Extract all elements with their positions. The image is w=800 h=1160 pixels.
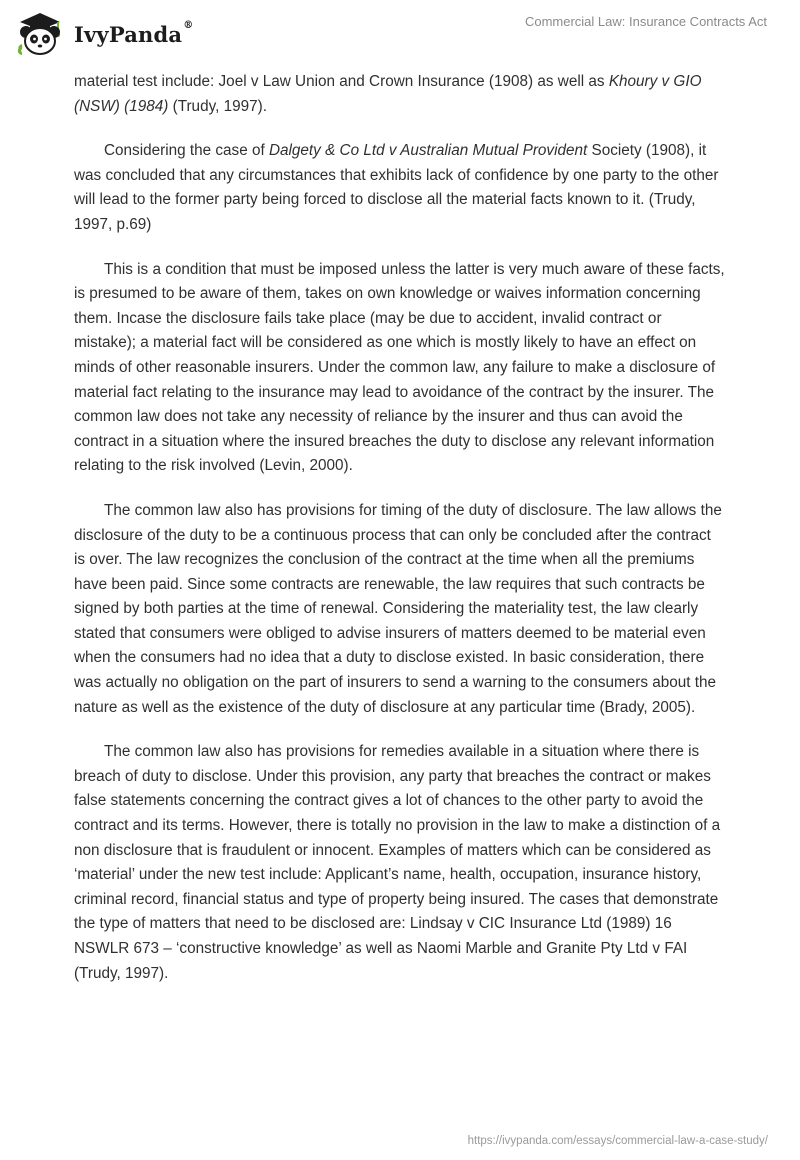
panda-graduate-icon xyxy=(14,8,66,60)
paragraph-4: The common law also has provisions for timing of the duty of disclosure. The law allows the disclosure of the duty to be a continuous process that can only be concluded after the contract is over. The law recognizes the conclusion of the contract at the time when all the premiums have been paid. Since some contracts are renewable, the law requires that such contracts be signed by both parties at the time of renewal. Considering the materiality test, the law clearly stated that consumers were obliged to advise insurers of matters deemed to be material even when the consumers had no idea that a duty to disclose existed. In basic consideration, there was actually no obligation on the part of insurers to send a warning to the consumers about the nature as well as the existence of the duty of disclosure at any particular time (Brady, 2005). xyxy=(74,501,722,716)
paragraph-1: material test include: Joel v Law Union and Crown Insurance (1908) as well as Khoury v GIO (NSW) (1984) (Trudy, 1997). xyxy=(74,73,702,115)
essay-body xyxy=(74,70,726,1006)
paragraph-3: This is a condition that must be imposed unless the latter is very much aware of these facts, is presumed to be aware of them, takes on own knowledge or waives information concerning them. Incase the disclosure fails take place (may be due to accident, invalid contract or mistake); a material fact will be considered as one which is mostly likely to have an effect on minds of other reasonable insurers. Under the common law, any failure to make a disclosure of material fact relating to the insurance may lead to avoidance of the contract by the insurer. The common law does not take any necessity of reliance by the insurer and thus can avoid the contract in a situation where the insured breaches the duty to disclose any relevant information relating to the risk involved (Levin, 2000). xyxy=(74,260,725,475)
source-url[interactable]: https://ivypanda.com/essays/commercial-law-a-case-study/ xyxy=(467,1135,768,1147)
page-header xyxy=(0,0,800,70)
ivypanda-logo[interactable] xyxy=(14,8,193,60)
paragraph-5: The common law also has provisions for remedies available in a situation where there is breach of duty to disclose. Under this provision, any party that breaches the contract or makes false statements concerning the contract gives a lot of chances to the other party to avoid the contract and its terms. However, there is totally no provision in the law to make a distinction of a non disclosure that is fraudulent or innocent. Examples of matters which can be considered as ‘material’ under the new test include: Applicant’s name, health, occupation, insurance history, criminal record, financial status and type of property being insured. The cases that demonstrate the type of matters that need to be disclosed are: Lindsay v CIC Insurance Ltd (1989) 16 NSWLR 673 – ‘constructive knowledge’ as well as Naomi Marble and Granite Pty Ltd v FAI (Trudy, 1997). xyxy=(74,743,721,982)
paragraph-2: Considering the case of Dalgety & Co Ltd v Australian Mutual Provident Society (1908), it was concluded that any circumstances that exhibits lack of confidence by one party to the other will lead to the former party being forced to disclose all the material facts known to it. (Trudy, 1997, p.69) xyxy=(74,142,719,233)
document-title: Commercial Law: Insurance Contracts Act xyxy=(524,14,767,29)
brand-name: IvyPanda® xyxy=(74,19,194,47)
